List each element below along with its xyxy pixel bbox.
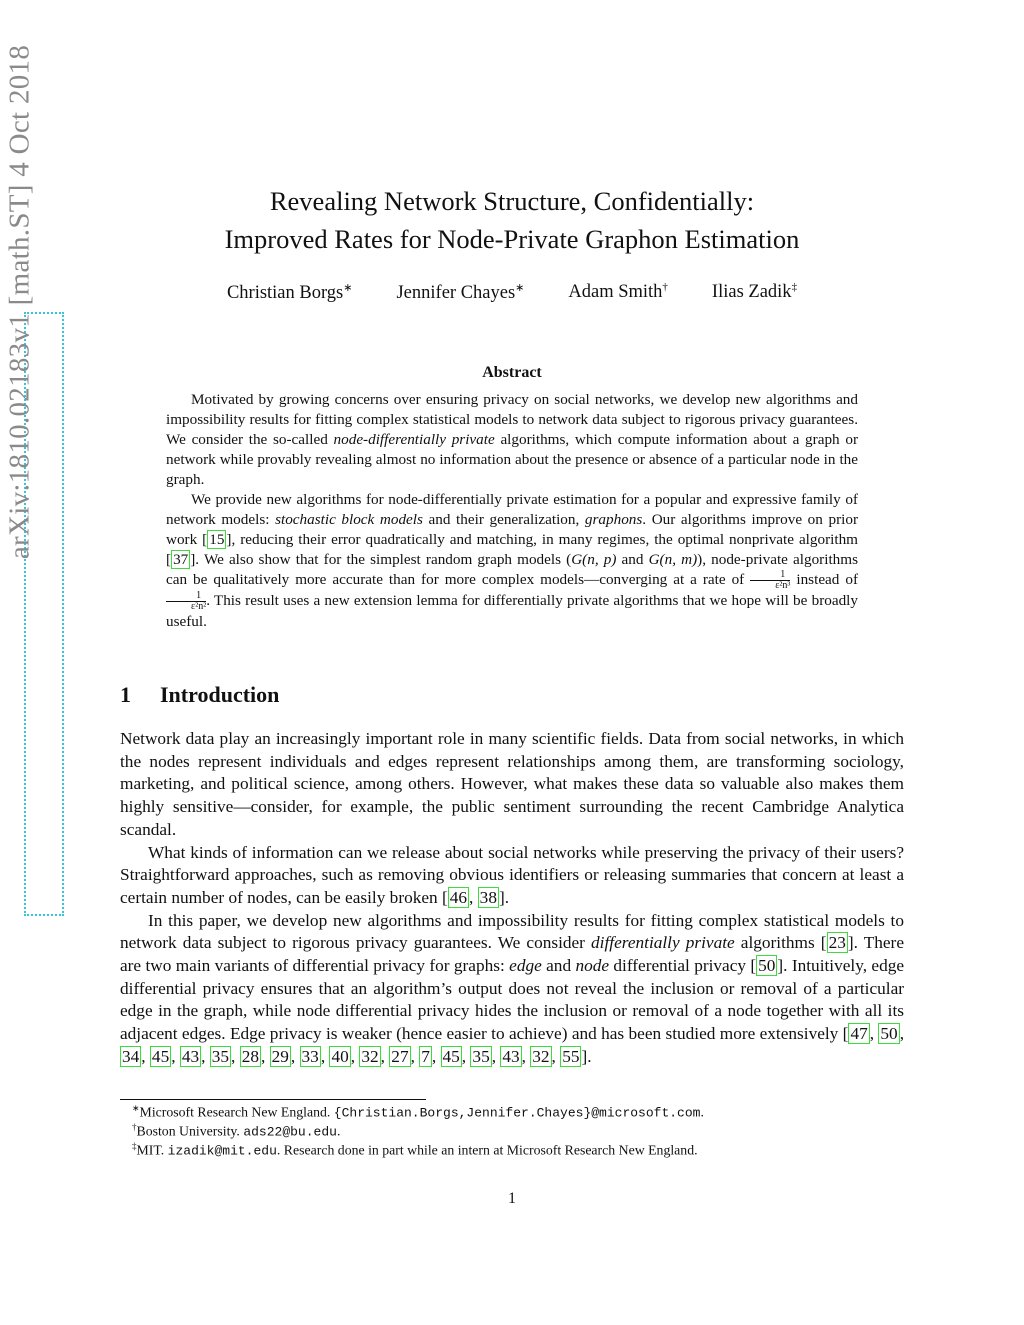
fraction: $\frac{1}{\text{ε²n³}}$ xyxy=(750,570,790,591)
citation-link[interactable]: 7 xyxy=(421,1046,430,1066)
footnote-rule xyxy=(120,1099,426,1100)
citation-link[interactable]: 46 xyxy=(449,887,468,907)
arxiv-stamp: arXiv:1810.02183v1 [math.ST] 4 Oct 2018 xyxy=(3,44,36,560)
citation-link[interactable]: 28 xyxy=(241,1046,259,1066)
email[interactable]: izadik@mit.edu xyxy=(167,1143,277,1159)
citation-link[interactable]: 43 xyxy=(502,1046,520,1066)
citation-link[interactable]: 29 xyxy=(271,1046,289,1066)
abstract xyxy=(166,390,858,632)
body-paragraph: What kinds of information can we release about social networks while preserving the privacy of their users? Straightforward approaches, such as removing obvious identifiers or releasing summaries that concern at least a certain number of nodes, can be easily broken [ 46 , 38 ]. xyxy=(120,842,904,907)
citation-link[interactable]: 50 xyxy=(880,1024,898,1044)
citation-link[interactable]: 47 xyxy=(850,1024,868,1044)
citation-link[interactable]: 32 xyxy=(361,1046,379,1066)
section-heading: 1 Introduction xyxy=(120,682,280,707)
citation-link[interactable]: 38 xyxy=(479,887,497,907)
footnote: †Boston University. ads22@bu.edu. xyxy=(132,1122,341,1140)
page-number: 1 xyxy=(508,1190,516,1207)
body-paragraph: Network data play an increasingly important role in many scientific fields. Data from social networks, in which the nodes represent individuals and edges represent relationships among them, are transforming sociology, marketing, and political science, among others. However, what makes these data so valuable also makes them highly sensitive—consider, for example, the public sentiment surrounding the recent Cambridge Analytica scandal. xyxy=(120,729,904,839)
citation-link[interactable]: 35 xyxy=(211,1046,230,1066)
citation-link[interactable]: 23 xyxy=(828,933,846,953)
abstract-heading: Abstract xyxy=(482,364,542,381)
author: Jennifer Chayes∗ xyxy=(396,282,525,304)
author: Ilias Zadik‡ xyxy=(711,281,798,303)
paper-title-line-1: Revealing Network Structure, Confidentially: xyxy=(269,186,755,216)
email[interactable]: ads22@bu.edu xyxy=(243,1124,337,1140)
paper-title-line-2: Improved Rates for Node-Private Graphon Estimation xyxy=(224,224,800,254)
introduction-body xyxy=(120,728,904,1069)
citation-link[interactable]: 35 xyxy=(472,1046,490,1066)
citation-link[interactable]: 55 xyxy=(562,1046,580,1066)
email[interactable]: {Christian.Borgs,Jennifer.Chayes}@microsoft.com xyxy=(333,1105,701,1121)
footnote: ‡MIT. izadik@mit.edu. Research done in part while an intern at Microsoft Research New England. xyxy=(132,1141,698,1159)
fraction: $\frac{1}{\text{ε²n²}}$ xyxy=(166,591,206,612)
citation-link[interactable]: 27 xyxy=(391,1046,409,1066)
author-list xyxy=(0,281,1024,304)
citation-link[interactable]: 45 xyxy=(442,1046,460,1066)
citation-link[interactable]: 45 xyxy=(151,1046,170,1066)
citation-list: 47 , 50 , 34 , 45 , 43 , 35 , 28 , 29 , 33 , 40 , 32 , 27 , 7 , 45 , 35 , 43 , 32 , 55 xyxy=(122,1024,905,1066)
author: Adam Smith† xyxy=(568,281,668,303)
body-paragraph: In this paper, we develop new algorithms and impossibility results for fitting complex statistical models to network data subject to rigorous privacy guarantees. We consider differentially private algorithms [ 23 ]. There are two main variants of differential privacy for graphs: edge and node differential privacy [ 50 ]. Intuitively, edge differential privacy ensures that an algorithm’s output does not reveal the inclusion or removal of a particular edge in the graph, while node differential privacy hides the inclusion or removal of a node together with all its adjacent edges. Edge privacy is weaker (hence easier to achieve) and has been studied more extensively [ 47 , 50 , 34 , 45 , 43 , 35 , 28 , 29 , 33 , 40 , 32 , 27 , 7 , 45 , 35 , 43 , 32 , 55 ]. xyxy=(120,910,905,1066)
abstract-paragraph: We provide new algorithms for node-differentially private estimation for a popular and expressive family of network models: stochastic block models and their generalization, graphons. Our algorithms improve on prior work [ 15 ], reducing their error quadratically and matching, in many regimes, the optimal nonprivate algorithm [ 37 ]. We also show that for the simplest random graph models (G(n, p) and G(n, m)), node-private algorithms can be qualitatively more accurate than for more complex models—converging at a rate of $\frac{1}{\text{ε²n³}}$ instead of $\frac{1}{\text{ε²n²}}$ . This result uses a new extension lemma for differentially private algorithms that we hope will be broadly useful. xyxy=(166,491,859,631)
citation-link[interactable]: 50 xyxy=(758,956,776,976)
citation-link[interactable]: 33 xyxy=(301,1046,319,1066)
citation-link[interactable]: 37 xyxy=(173,551,189,568)
abstract-paragraph: Motivated by growing concerns over ensuring privacy on social networks, we develop new algorithms and impossibility results for fitting complex statistical models to network data subject to rigorous privacy guarantees. We consider the so-called node-differentially private algorithms, which compute information about a graph or network while provably revealing almost no information about the presence or absence of a particular node in the graph. xyxy=(166,391,858,488)
citation-link[interactable]: 32 xyxy=(532,1046,550,1066)
citation-link[interactable]: 15 xyxy=(209,531,225,548)
citation-link[interactable]: 34 xyxy=(122,1046,140,1066)
footnote: ∗Microsoft Research New England. {Christian.Borgs,Jennifer.Chayes}@microsoft.com. xyxy=(132,1103,704,1121)
citation-link[interactable]: 43 xyxy=(181,1046,200,1066)
author: Christian Borgs∗ xyxy=(226,282,353,304)
citation-link[interactable]: 40 xyxy=(331,1046,349,1066)
